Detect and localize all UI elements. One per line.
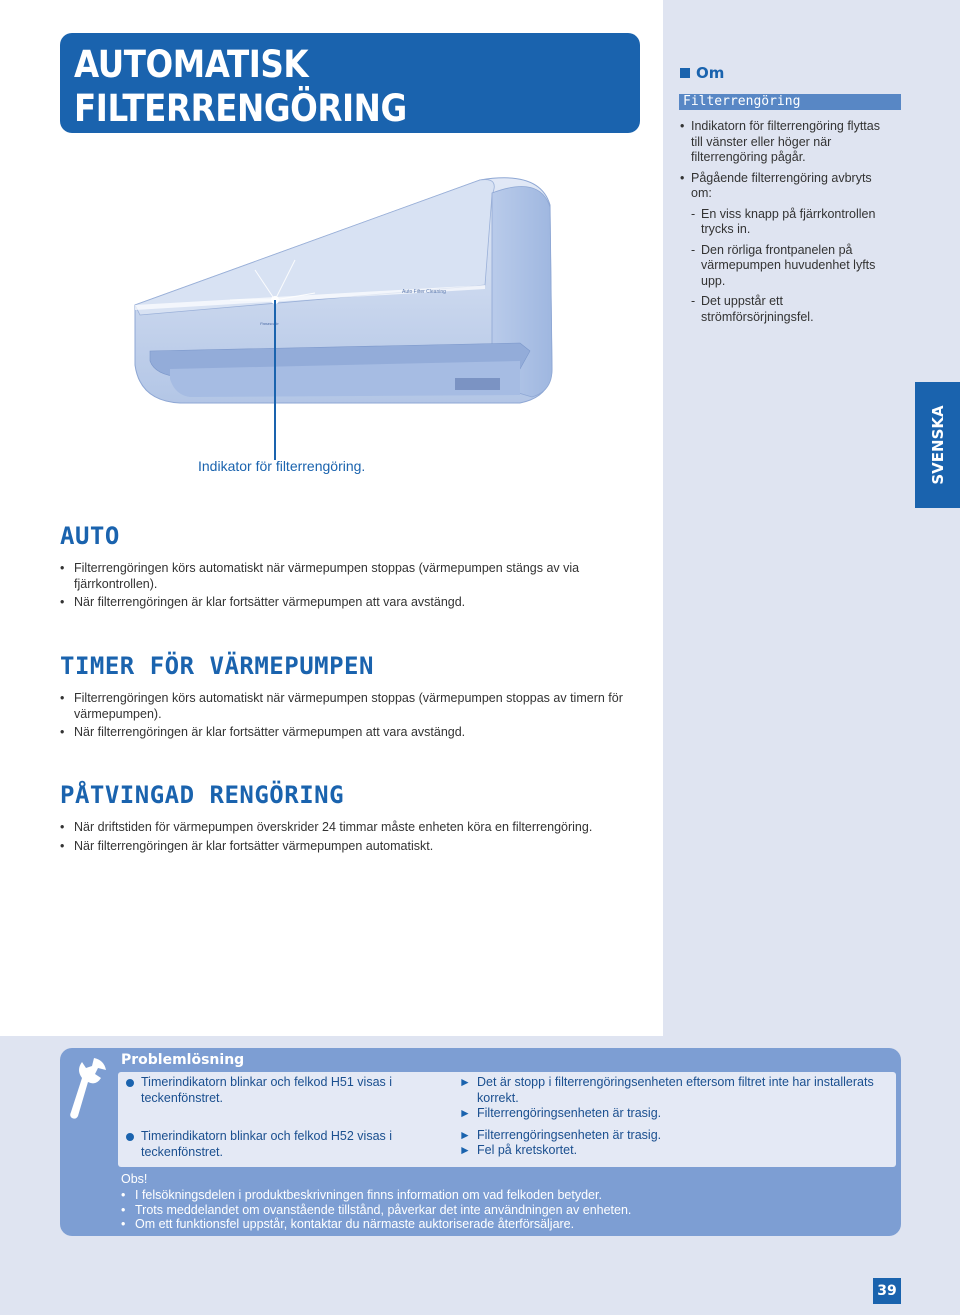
arrow-right-icon: ► bbox=[459, 1143, 471, 1157]
title-line-1: AUTOMATISK bbox=[74, 43, 309, 86]
symptom-2-text: Timerindikatorn blinkar och felkod H52 visas i teckenfönstret. bbox=[141, 1129, 393, 1159]
section-title-auto: AUTO bbox=[60, 522, 120, 550]
section-item: • När driftstiden för värmepumpen överskrider 24 timmar måste enheten köra en filterrengöring. bbox=[60, 820, 660, 836]
cause-2a bbox=[459, 1128, 892, 1144]
title-line-2: FILTERRENGÖRING bbox=[74, 87, 407, 130]
cause-1a bbox=[459, 1075, 892, 1106]
section-item: • När filterrengöringen är klar fortsätter värmepumpen automatiskt. bbox=[60, 839, 660, 855]
arrow-right-icon: ► bbox=[459, 1128, 471, 1142]
note-item: • Om ett funktionsfel uppstår, kontaktar du närmaste auktoriserade återförsäljare. bbox=[121, 1217, 881, 1232]
cause-2a-text: Filterrengöringsenheten är trasig. bbox=[477, 1128, 662, 1142]
om-item-1: • Indikatorn för filterrengöring flyttas till vänster eller höger när filterrengöring pågår. bbox=[680, 119, 895, 166]
bullet-dot-icon bbox=[126, 1133, 134, 1141]
note-item: • I felsökningsdelen i produktbeskrivningen finns information om vad felkoden betyder. bbox=[121, 1188, 881, 1203]
section-list-auto bbox=[60, 561, 660, 614]
section-item: • När filterrengöringen är klar fortsätter värmepumpen att vara avstängd. bbox=[60, 725, 660, 741]
om-subitem-1: - En viss knapp på fjärrkontrollen trycks in. bbox=[680, 207, 895, 238]
arrow-right-icon: ► bbox=[459, 1106, 471, 1120]
cause-1b-text: Filterrengöringsenheten är trasig. bbox=[477, 1106, 662, 1120]
panel-label: Auto Filter Cleaning bbox=[402, 289, 446, 295]
troubleshooting-heading: Problemlösning bbox=[121, 1052, 245, 1068]
square-bullet-icon bbox=[680, 68, 690, 78]
bullet-dot-icon bbox=[126, 1079, 134, 1087]
section-list-timer bbox=[60, 691, 660, 744]
air-conditioner-illustration bbox=[120, 165, 570, 485]
section-item: • Filterrengöringen körs automatiskt när värmepumpen stoppas (värmepumpen stoppas av timern för värmepumpen). bbox=[60, 691, 660, 722]
om-subitem-3: - Det uppstår ett strömförsörjningsfel. bbox=[680, 294, 895, 325]
om-heading-text: Om bbox=[696, 64, 725, 82]
symptom-1-text: Timerindikatorn blinkar och felkod H51 visas i teckenfönstret. bbox=[141, 1075, 393, 1105]
cause-1b bbox=[459, 1106, 892, 1122]
cause-2b bbox=[459, 1143, 892, 1159]
language-tab-label: SVENSKA bbox=[928, 405, 947, 485]
page-number: 39 bbox=[873, 1278, 901, 1304]
brand-logo: Panasonic bbox=[260, 321, 279, 326]
note-item: • Trots meddelandet om ovanstående tillstånd, påverkar det inte användningen av enheten. bbox=[121, 1203, 881, 1218]
cause-2b-text: Fel på kretskortet. bbox=[477, 1143, 578, 1157]
section-item: • När filterrengöringen är klar fortsätter värmepumpen att vara avstängd. bbox=[60, 595, 660, 611]
om-subheading: Filterrengöring bbox=[679, 94, 901, 110]
om-heading bbox=[680, 64, 724, 82]
section-list-forced bbox=[60, 820, 660, 857]
arrow-right-icon: ► bbox=[459, 1075, 471, 1089]
note-label: Obs! bbox=[121, 1172, 148, 1186]
om-subitem-2: - Den rörliga frontpanelen på värmepumpen huvudenhet lyfts upp. bbox=[680, 243, 895, 290]
section-title-timer: TIMER FÖR VÄRMEPUMPEN bbox=[60, 652, 374, 680]
page-title bbox=[60, 33, 640, 133]
indicator-caption: Indikator för filterrengöring. bbox=[198, 458, 366, 474]
note-list bbox=[121, 1188, 881, 1232]
om-item-2: • Pågående filterrengöring avbryts om: bbox=[680, 171, 895, 202]
section-title-forced: PÅTVINGAD RENGÖRING bbox=[60, 781, 345, 809]
symptom-1 bbox=[141, 1075, 431, 1106]
om-list bbox=[680, 119, 895, 330]
language-tab bbox=[915, 382, 960, 508]
section-item: • Filterrengöringen körs automatiskt när värmepumpen stoppas (värmepumpen stängs av via fjärrkontrollen). bbox=[60, 561, 660, 592]
cause-1a-text: Det är stopp i filterrengöringsenheten eftersom filtret inte har installerats korrekt. bbox=[477, 1075, 874, 1105]
symptom-2 bbox=[141, 1129, 431, 1160]
wrench-icon bbox=[68, 1056, 108, 1120]
